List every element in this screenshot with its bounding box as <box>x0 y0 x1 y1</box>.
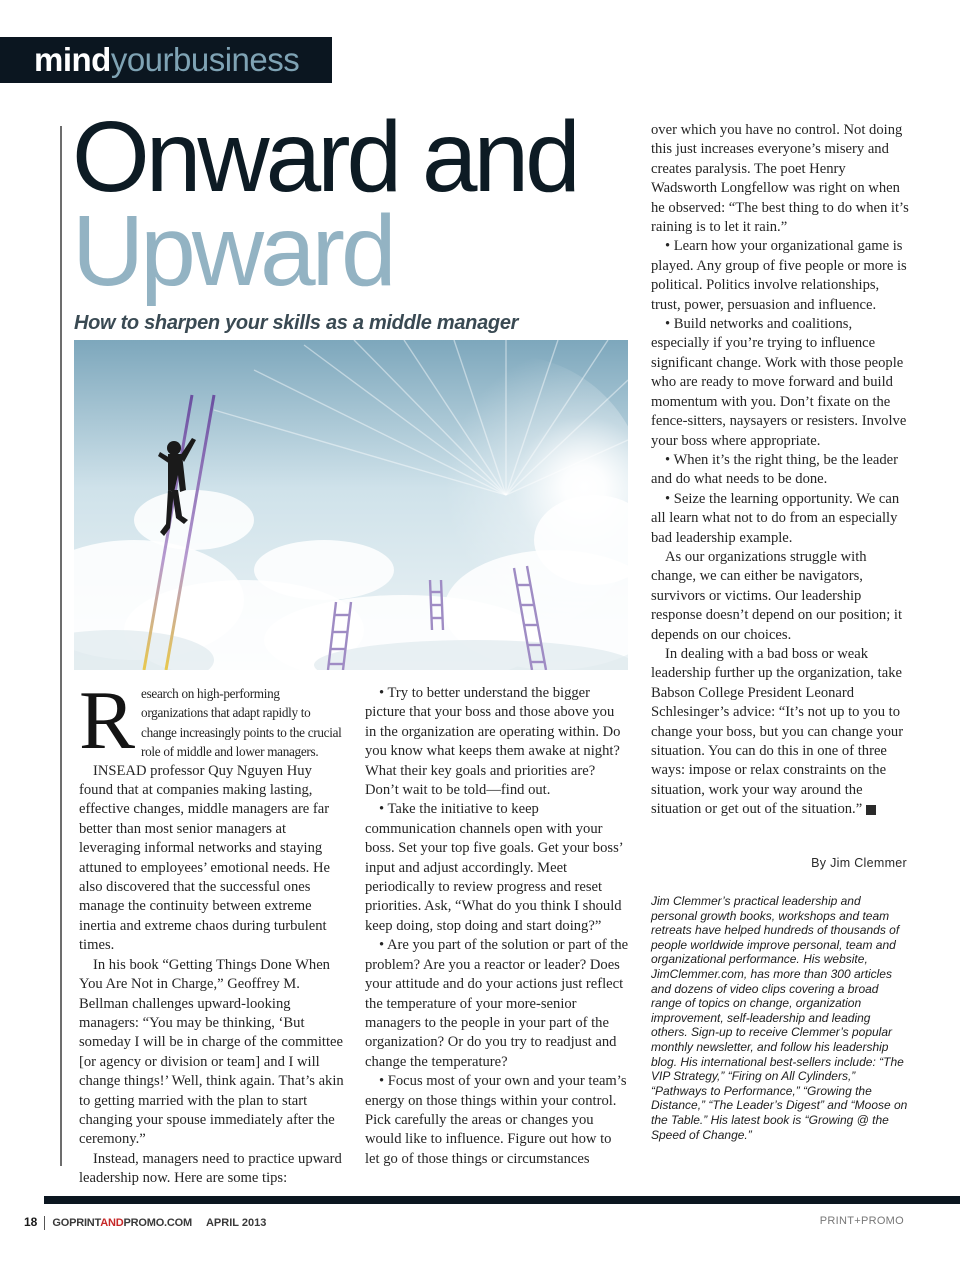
section-banner <box>0 37 332 83</box>
article-subtitle: How to sharpen your skills as a middle manager <box>74 312 519 334</box>
byline: By Jim Clemmer <box>811 856 907 870</box>
article-title <box>72 101 577 307</box>
ladders-to-sky-illustration <box>74 340 628 670</box>
column-2 <box>365 684 629 1169</box>
end-mark-icon: + <box>866 805 876 815</box>
column-1 <box>79 674 345 1189</box>
website-link[interactable] <box>52 1217 192 1229</box>
drop-cap: R <box>79 674 136 767</box>
tip-paragraph: • Build networks and coalitions, especially if you’re trying to influence significant change. Work with those people who are ready to move forward and build momentum with you. Don’t fixate on the fence-sitters, naysayers or resisters. Involve your boss where appropriate. <box>651 316 907 449</box>
tip-paragraph: • Are you part of the solution or part of the problem? Are you a reactor or leader? Does your attitude and do your actions just reflect the temperature of your more-senior managers to the people in your part of the organization? Or do you try to readjust and change the temperature? <box>365 937 629 1070</box>
footer-divider <box>44 1216 45 1230</box>
site-part-3: PROMO.COM <box>123 1217 192 1229</box>
site-part-2: AND <box>100 1217 124 1229</box>
tip-paragraph: • Try to better understand the bigger picture that your boss and those above you in the organization are operating within. Do you know what keeps them awake at night? What their key goals and priorities are? Don’t wait to be told—find out. <box>365 685 621 799</box>
tip-paragraph: • Focus most of your own and your team’s energy on those things within your control. Pick carefully the areas or changes you would like to influence. Figure out how to let go of those things or circumstances <box>365 1073 627 1167</box>
left-rule <box>60 126 62 1166</box>
intro-paragraph: esearch on high-performing organizations that adapt rapidly to change increasingly points to the crucial role of middle and lower managers. <box>141 686 342 760</box>
tip-paragraph: • When it’s the right thing, be the leader and do what needs to be done. <box>651 451 899 488</box>
body-paragraph: INSEAD professor Quy Nguyen Huy found that at companies making lasting, effective changes, middle managers are far better than most senior managers at leveraging informal networks and staying attuned to employees’ emotional needs. He also discovered that the successful ones manage the continuity between extreme inertia and extreme chaos during turbulent times. <box>79 762 330 954</box>
final-paragraph <box>651 645 909 820</box>
final-paragraph-text: In dealing with a bad boss or weak leadership further up the organization, take Babson College President Leonard Schlesinger’s advice: “It’s not up to you to change your boss, but you can change your situation. You can do this in one of three ways: impose or relax constraints on the situation, work your way around the situation or get out of the situation.” <box>651 645 904 818</box>
page-footer <box>24 1215 904 1230</box>
section-name-part2: yourbusiness <box>110 41 300 78</box>
column-3 <box>651 121 909 820</box>
title-line-2: Upward <box>72 195 393 307</box>
section-name-part1: mind <box>34 41 111 78</box>
continuation-paragraph: over which you have no control. Not doing this just increases everyone’s misery and creates paralysis. The poet Henry Wadsworth Longfellow was right on when he observed: “The best thing to do when it’s raining is to let it rain.” <box>651 122 909 236</box>
tip-paragraph: • Take the initiative to keep communication channels open with your boss. Set your top five goals. Get your boss’ input and adjust accordingly. Meet periodically to review progress and reset priorities. Ask, “What do you think I should keep doing, stop doing and start doing?” <box>365 801 623 934</box>
magazine-name: PRINT+PROMO <box>819 1215 904 1227</box>
page-number: 18 <box>24 1215 38 1229</box>
body-paragraph: In his book “Getting Things Done When You Are Not in Charge,” Geoffrey M. Bellman challenges upward-looking managers: “You may be thinking, ‘But someday I will be in charge of the committee [or agency or division or team] and I will change things!’ Well, think again. That’s akin to getting married with the plan to start changing your spouse immediately after the ceremony.” <box>79 956 344 1148</box>
author-bio: Jim Clemmer’s practical leadership and personal growth books, workshops and team retreats have helped hundreds of thousands of people worldwide improve personal, team and organizational performance. His website, JimClemmer.com, has more than 300 articles and dozens of video clips covering a broad range of topics on change, organization improvement, self-leadership and leading others. Sign-up to receive Clemmer’s popular monthly newsletter, and follow his leadership blog. His international best-sellers include: “The VIP Strategy,” “Firing on All Cylinders,” “Pathways to Performance,” “Growing the Distance,” “The Leader’s Digest” and “Moose on the Table.” His latest book is “Growing @ the Speed of Change.” <box>651 894 908 1142</box>
title-line-1: Onward and <box>72 101 577 213</box>
body-paragraph: Instead, managers need to practice upward leadership now. Here are some tips: <box>79 1150 342 1187</box>
site-part-1: GOPRINT <box>52 1217 101 1229</box>
footer-bar <box>44 1196 960 1204</box>
body-paragraph: As our organizations struggle with change, we can either be navigators, survivors or victims. Our leadership response doesn’t depend on our position; it depends on our choices. <box>651 548 903 643</box>
tip-paragraph: • Seize the learning opportunity. We can all learn what not to do from an especially bad leadership example. <box>651 490 900 546</box>
tip-paragraph: • Learn how your organizational game is played. Any group of five people or more is political. Politics involve relationships, trust, power, persuasion and influence. <box>651 238 907 313</box>
issue-date: APRIL 2013 <box>205 1217 267 1229</box>
